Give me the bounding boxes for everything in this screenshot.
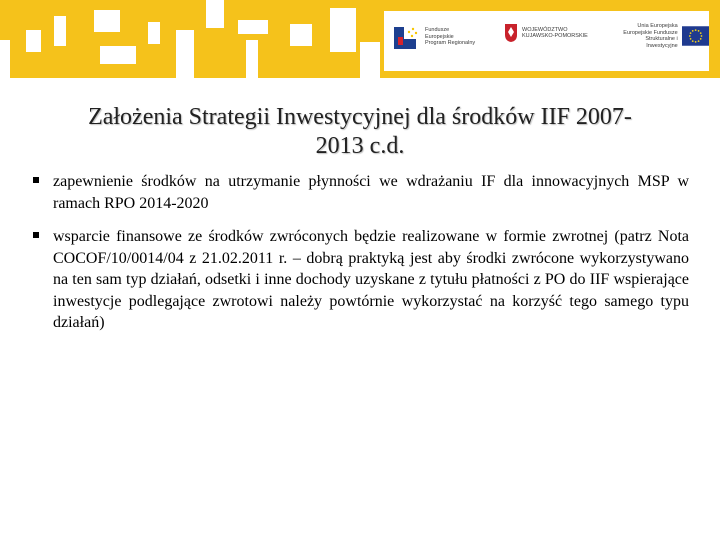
decorative-block (330, 8, 356, 52)
square-bullet-icon (33, 177, 39, 183)
decorative-block (26, 30, 41, 52)
slide-title-line-2: 2013 c.d. (315, 133, 405, 159)
bullet-text: zapewnienie środków na utrzymanie płynności we wdrażaniu IF dla innowacyjnych MSP w ramach RPO 2014-2020 (53, 173, 689, 212)
unia-europejska-logo (614, 23, 709, 49)
kujawsko-pomorskie-crest-icon (504, 23, 518, 43)
decorative-block (0, 40, 10, 78)
bullet-item (33, 226, 689, 334)
kujawsko-pomorskie-logo (504, 23, 588, 43)
slide-title-line-1: Założenia Strategii Inwestycyjnej dla środków IIF 2007- (88, 104, 632, 130)
header-band (0, 0, 720, 78)
square-bullet-icon (33, 232, 39, 238)
decorative-block (246, 40, 258, 78)
bullet-list (33, 171, 689, 334)
bullet-item (33, 171, 689, 214)
decorative-block (100, 46, 136, 64)
fundusze-europejskie-text: Fundusze Europejskie Program Regionalny (425, 27, 476, 47)
decorative-block (238, 20, 268, 34)
unia-europejska-text: Unia Europejska Europejskie Fundusze Strukturalne i Inwestycyjne (623, 23, 678, 49)
decorative-block (290, 24, 312, 46)
decorative-block (206, 0, 224, 28)
decorative-block (54, 16, 66, 46)
logo-panel (384, 11, 709, 71)
eu-flag-icon (682, 26, 709, 46)
bullet-text: wsparcie finansowe ze środków zwróconych będzie realizowane w formie zwrotnej (patrz Nota COCOF/10/0014/04 z 21.02.2011 r. – dobrą praktyką jest aby środki zwrócone wykorzystywano na ten sam typ działań, odsetki i inne dochody uzyskane z tytułu płatności z PO do IIF wspierające inwestycje podlegające zwrotowi należy powtórnie wykorzystać na korzyść tego samego typu działań) (53, 228, 689, 331)
decorative-block (360, 42, 380, 78)
decorative-block (148, 22, 160, 44)
decorative-block (176, 30, 194, 78)
decorative-block (94, 10, 120, 32)
fundusze-europejskie-logo (394, 23, 475, 51)
fundusze-europejskie-icon (394, 23, 422, 51)
slide-title (30, 103, 690, 161)
kujawsko-pomorskie-text: WOJEWÓDZTWO KUJAWSKO-POMORSKIE (522, 26, 588, 39)
